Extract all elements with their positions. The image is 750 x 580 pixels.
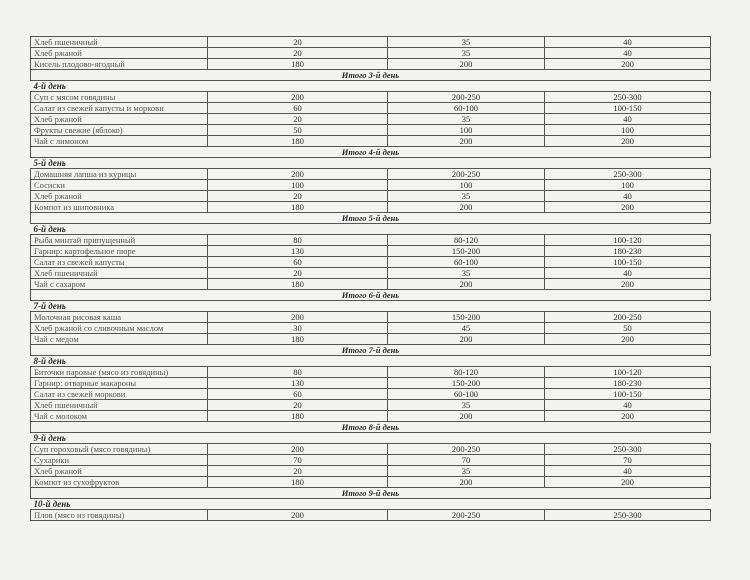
portion-medium: 200-250 <box>388 169 545 180</box>
dish-name: Хлеб пшеничный <box>31 400 208 411</box>
portion-small: 60 <box>208 389 388 400</box>
portion-medium: 35 <box>388 191 545 202</box>
portion-medium: 60-100 <box>388 103 545 114</box>
table-row <box>31 257 711 268</box>
portion-large: 100 <box>545 180 711 191</box>
dish-name: Суп с мясом говядины <box>31 92 208 103</box>
dish-name: Хлеб ржаной <box>31 191 208 202</box>
portion-large: 250-300 <box>545 510 711 521</box>
dish-name: Рыба минтай припущенный <box>31 235 208 246</box>
portion-medium: 70 <box>388 455 545 466</box>
day-total-row <box>31 70 711 81</box>
portion-small: 100 <box>208 180 388 191</box>
day-header-row <box>31 224 711 235</box>
portion-large: 100 <box>545 125 711 136</box>
menu-table <box>30 36 711 521</box>
document-page <box>30 36 710 521</box>
table-row <box>31 268 711 279</box>
portion-medium: 200 <box>388 136 545 147</box>
portion-small: 50 <box>208 125 388 136</box>
portion-small: 130 <box>208 246 388 257</box>
portion-medium: 150-200 <box>388 246 545 257</box>
day-total: Итого 7-й день <box>31 345 711 356</box>
dish-name: Сухарики <box>31 455 208 466</box>
portion-large: 100-150 <box>545 103 711 114</box>
table-row <box>31 411 711 422</box>
portion-small: 20 <box>208 400 388 411</box>
portion-medium: 45 <box>388 323 545 334</box>
portion-medium: 35 <box>388 48 545 59</box>
table-row <box>31 37 711 48</box>
dish-name: Чай с медом <box>31 334 208 345</box>
portion-medium: 35 <box>388 268 545 279</box>
portion-small: 80 <box>208 235 388 246</box>
dish-name: Компот из шиповника <box>31 202 208 213</box>
portion-small: 180 <box>208 279 388 290</box>
portion-medium: 35 <box>388 400 545 411</box>
dish-name: Чай с сахаром <box>31 279 208 290</box>
portion-medium: 60-100 <box>388 389 545 400</box>
portion-large: 250-300 <box>545 169 711 180</box>
portion-large: 200 <box>545 334 711 345</box>
dish-name: Биточки паровые (мясо из говядины) <box>31 367 208 378</box>
dish-name: Гарнир: картофельное пюре <box>31 246 208 257</box>
dish-name: Салат из свежей моркови <box>31 389 208 400</box>
portion-small: 180 <box>208 59 388 70</box>
portion-large: 40 <box>545 37 711 48</box>
portion-large: 180-230 <box>545 246 711 257</box>
dish-name: Хлеб ржаной <box>31 48 208 59</box>
portion-large: 180-230 <box>545 378 711 389</box>
day-total: Итого 8-й день <box>31 422 711 433</box>
portion-large: 200 <box>545 279 711 290</box>
portion-medium: 200 <box>388 279 545 290</box>
portion-medium: 200 <box>388 59 545 70</box>
portion-medium: 200 <box>388 334 545 345</box>
day-total: Итого 3-й день <box>31 70 711 81</box>
portion-large: 40 <box>545 466 711 477</box>
portion-small: 20 <box>208 466 388 477</box>
day-title: 8-й день <box>31 356 711 367</box>
day-header-row <box>31 356 711 367</box>
dish-name: Сосиски <box>31 180 208 191</box>
table-row <box>31 389 711 400</box>
portion-small: 20 <box>208 191 388 202</box>
portion-small: 200 <box>208 169 388 180</box>
day-total-row <box>31 147 711 158</box>
day-total-row <box>31 213 711 224</box>
portion-small: 200 <box>208 510 388 521</box>
table-row <box>31 246 711 257</box>
portion-small: 60 <box>208 103 388 114</box>
portion-small: 20 <box>208 268 388 279</box>
portion-medium: 35 <box>388 466 545 477</box>
portion-large: 200 <box>545 477 711 488</box>
table-row <box>31 378 711 389</box>
portion-small: 200 <box>208 444 388 455</box>
day-title: 9-й день <box>31 433 711 444</box>
table-row <box>31 444 711 455</box>
dish-name: Домашняя лапша из курицы <box>31 169 208 180</box>
day-title: 4-й день <box>31 81 711 92</box>
portion-small: 180 <box>208 477 388 488</box>
portion-small: 80 <box>208 367 388 378</box>
dish-name: Хлеб ржаной <box>31 466 208 477</box>
dish-name: Компот из сухофруктов <box>31 477 208 488</box>
portion-small: 20 <box>208 48 388 59</box>
table-row <box>31 169 711 180</box>
portion-large: 40 <box>545 48 711 59</box>
table-row <box>31 510 711 521</box>
portion-large: 250-300 <box>545 444 711 455</box>
table-row <box>31 103 711 114</box>
dish-name: Хлеб ржаной со сливочным маслом <box>31 323 208 334</box>
menu-table-body <box>31 37 711 521</box>
portion-large: 100-150 <box>545 257 711 268</box>
portion-small: 180 <box>208 202 388 213</box>
portion-large: 200-250 <box>545 312 711 323</box>
portion-small: 30 <box>208 323 388 334</box>
portion-medium: 150-200 <box>388 312 545 323</box>
table-row <box>31 202 711 213</box>
portion-large: 40 <box>545 268 711 279</box>
dish-name: Хлеб пшеничный <box>31 268 208 279</box>
portion-large: 50 <box>545 323 711 334</box>
portion-large: 250-300 <box>545 92 711 103</box>
portion-small: 130 <box>208 378 388 389</box>
portion-large: 40 <box>545 114 711 125</box>
table-row <box>31 323 711 334</box>
day-title: 6-й день <box>31 224 711 235</box>
day-header-row <box>31 301 711 312</box>
portion-medium: 80-120 <box>388 235 545 246</box>
table-row <box>31 466 711 477</box>
portion-large: 70 <box>545 455 711 466</box>
portion-medium: 200-250 <box>388 92 545 103</box>
portion-large: 100-120 <box>545 235 711 246</box>
portion-medium: 150-200 <box>388 378 545 389</box>
day-total-row <box>31 345 711 356</box>
portion-small: 20 <box>208 37 388 48</box>
dish-name: Суп гороховый (мясо говядины) <box>31 444 208 455</box>
day-title: 7-й день <box>31 301 711 312</box>
dish-name: Салат из свежей капусты <box>31 257 208 268</box>
portion-medium: 100 <box>388 125 545 136</box>
portion-medium: 60-100 <box>388 257 545 268</box>
portion-medium: 200-250 <box>388 510 545 521</box>
portion-small: 180 <box>208 411 388 422</box>
dish-name: Гарнир: отварные макароны <box>31 378 208 389</box>
portion-large: 40 <box>545 191 711 202</box>
table-row <box>31 235 711 246</box>
table-row <box>31 191 711 202</box>
dish-name: Молочная рисовая каша <box>31 312 208 323</box>
table-row <box>31 279 711 290</box>
day-header-row <box>31 499 711 510</box>
portion-large: 40 <box>545 400 711 411</box>
portion-small: 180 <box>208 136 388 147</box>
portion-medium: 200 <box>388 202 545 213</box>
portion-medium: 100 <box>388 180 545 191</box>
portion-small: 200 <box>208 92 388 103</box>
table-row <box>31 125 711 136</box>
portion-small: 70 <box>208 455 388 466</box>
portion-medium: 200 <box>388 477 545 488</box>
table-row <box>31 367 711 378</box>
day-header-row <box>31 158 711 169</box>
portion-large: 200 <box>545 411 711 422</box>
day-header-row <box>31 433 711 444</box>
portion-large: 200 <box>545 202 711 213</box>
table-row <box>31 136 711 147</box>
dish-name: Кисель плодово-ягодный <box>31 59 208 70</box>
portion-medium: 35 <box>388 37 545 48</box>
dish-name: Чай с лимоном <box>31 136 208 147</box>
table-row <box>31 312 711 323</box>
dish-name: Салат из свежей капусты и моркови <box>31 103 208 114</box>
portion-medium: 200 <box>388 411 545 422</box>
day-title: 5-й день <box>31 158 711 169</box>
portion-large: 200 <box>545 59 711 70</box>
day-header-row <box>31 81 711 92</box>
table-row <box>31 400 711 411</box>
table-row <box>31 114 711 125</box>
dish-name: Хлеб ржаной <box>31 114 208 125</box>
day-total-row <box>31 422 711 433</box>
dish-name: Хлеб пшеничный <box>31 37 208 48</box>
table-row <box>31 92 711 103</box>
portion-small: 60 <box>208 257 388 268</box>
portion-large: 100-120 <box>545 367 711 378</box>
table-row <box>31 455 711 466</box>
portion-large: 100-150 <box>545 389 711 400</box>
day-title: 10-й день <box>31 499 711 510</box>
dish-name: Чай с молоком <box>31 411 208 422</box>
dish-name: Фрукты свежие (яблоко) <box>31 125 208 136</box>
portion-large: 200 <box>545 136 711 147</box>
day-total-row <box>31 488 711 499</box>
table-row <box>31 59 711 70</box>
day-total: Итого 4-й день <box>31 147 711 158</box>
day-total: Итого 9-й день <box>31 488 711 499</box>
day-total-row <box>31 290 711 301</box>
portion-medium: 35 <box>388 114 545 125</box>
day-total: Итого 5-й день <box>31 213 711 224</box>
table-row <box>31 48 711 59</box>
portion-medium: 80-120 <box>388 367 545 378</box>
portion-small: 20 <box>208 114 388 125</box>
dish-name: Плов (мясо из говядины) <box>31 510 208 521</box>
portion-small: 180 <box>208 334 388 345</box>
table-row <box>31 477 711 488</box>
day-total: Итого 6-й день <box>31 290 711 301</box>
portion-small: 200 <box>208 312 388 323</box>
table-row <box>31 180 711 191</box>
table-row <box>31 334 711 345</box>
portion-medium: 200-250 <box>388 444 545 455</box>
